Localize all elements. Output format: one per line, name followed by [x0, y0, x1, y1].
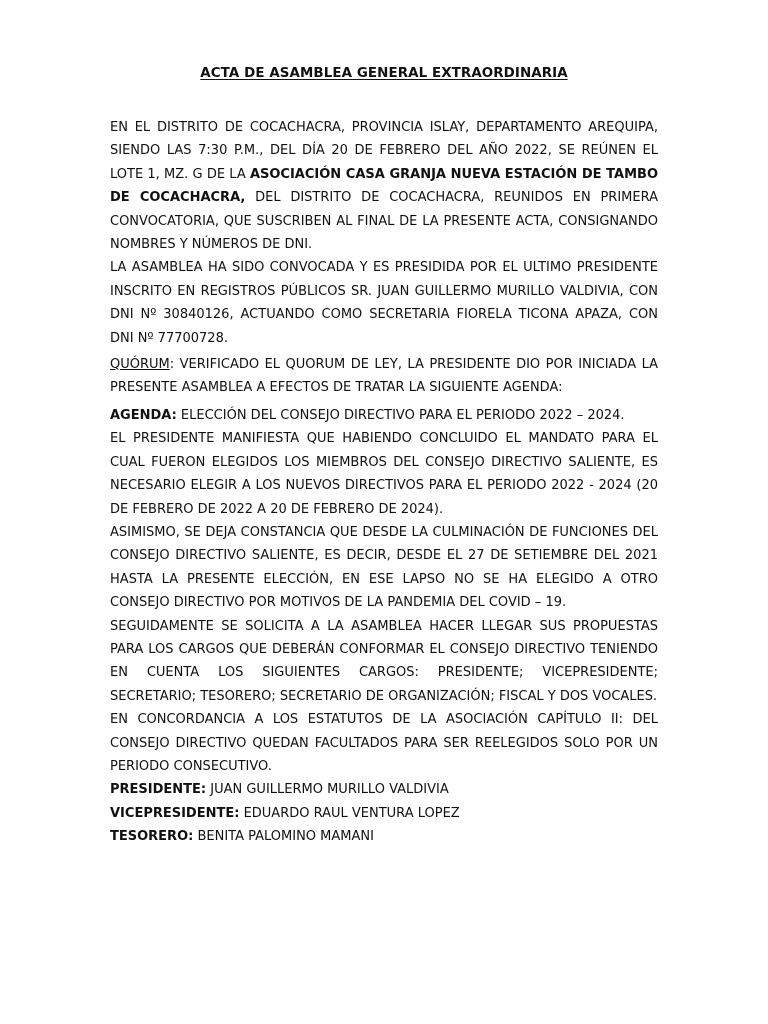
association-name: ASOCIACIÓN CASA GRANJA NUEVA ESTACIÓN DE TAMBO DE COCACHACRA, [110, 166, 658, 206]
officer-name: JUAN GUILLERMO MURILLO VALDIVIA [206, 782, 449, 798]
officer-vicepresident [110, 802, 658, 825]
paragraph-quorum [110, 353, 658, 400]
officer-role: VICEPRESIDENTE: [110, 805, 240, 821]
paragraph-statutes: EN CONCORDANCIA A LOS ESTATUTOS DE LA ASOCIACIÓN CAPÍTULO II: DEL CONSEJO DIRECTIVO QUEDAN FACULTADOS PARA SER REELEGIDOS SOLO POR UN PERIODO CONSECUTIVO. [110, 712, 658, 774]
officer-treasurer [110, 825, 658, 848]
paragraph-opening [110, 116, 658, 256]
officer-role: PRESIDENTE: [110, 782, 207, 798]
officer-role: TESORERO: [110, 829, 194, 845]
document-body [110, 116, 658, 849]
paragraph-convocation: LA ASAMBLEA HA SIDO CONVOCADA Y ES PRESIDIDA POR EL ULTIMO PRESIDENTE INSCRITO EN REGISTROS PÚBLICOS SR. JUAN GUILLERMO MURILLO VALDIVIA, CON DNI Nº 30840126, ACTUANDO COMO SECRETARIA FIORELA TICONA APAZA, CON DNI Nº 77700728. [110, 260, 658, 346]
document-title: ACTA DE ASAMBLEA GENERAL EXTRAORDINARIA [200, 66, 568, 81]
opening-text: EN EL DISTRITO DE COCACHACRA, PROVINCIA ISLAY, DEPARTAMENTO AREQUIPA, SIENDO LAS 7:30 P.M., DEL DÍA 20 DE FEBRERO DEL AÑO 2022, SE REÚNEN EL LOTE 1, MZ. G DE LA [110, 120, 658, 182]
officer-president [110, 778, 658, 801]
officer-name: EDUARDO RAUL VENTURA LOPEZ [239, 805, 460, 821]
quorum-text: : VERIFICADO EL QUORUM DE LEY, LA PRESIDENTE DIO POR INICIADA LA PRESENTE ASAMBLEA A EFECTOS DE TRATAR LA SIGUIENTE AGENDA: [110, 357, 658, 396]
paragraph-agenda [110, 404, 658, 427]
agenda-text: ELECCIÓN DEL CONSEJO DIRECTIVO PARA EL PERIODO 2022 – 2024. [176, 407, 625, 423]
opening-text-cont: DEL DISTRITO DE COCACHACRA, REUNIDOS EN PRIMERA CONVOCATORIA, QUE SUSCRIBEN AL FINAL DE LA PRESENTE ACTA, CONSIGNANDO NOMBRES Y NÚMEROS DE DNI. [110, 190, 658, 253]
officer-name: BENITA PALOMINO MAMANI [193, 829, 374, 845]
quorum-label: QUÓRUM [110, 357, 170, 373]
paragraph-mandate: EL PRESIDENTE MANIFIESTA QUE HABIENDO CONCLUIDO EL MANDATO PARA EL CUAL FUERON ELEGIDOS LOS MIEMBROS DEL CONSEJO DIRECTIVO SALIENTE, ES NECESARIO ELEGIR A LOS NUEVOS DIRECTIVOS PARA EL PERIODO 2022 - 2024 (20 DE FEBRERO DE 2022 A 20 DE FEBRERO DE 2024). [110, 431, 658, 517]
agenda-label: AGENDA: [110, 407, 177, 423]
paragraph-proposals: SEGUIDAMENTE SE SOLICITA A LA ASAMBLEA HACER LLEGAR SUS PROPUESTAS PARA LOS CARGOS QUE DEBERÁN CONFORMAR EL CONSEJO DIRECTIVO TENIENDO EN CUENTA LOS SIGUIENTES CARGOS: PRESIDENTE; VICEPRESIDENTE; SECRETARIO; TESORERO; SECRETARIO DE ORGANIZACIÓN; FISCAL Y DOS VOCALES. [110, 618, 658, 704]
paragraph-constancy: ASIMISMO, SE DEJA CONSTANCIA QUE DESDE LA CULMINACIÓN DE FUNCIONES DEL CONSEJO DIRECTIVO SALIENTE, ES DECIR, DESDE EL 27 DE SETIEMBRE DEL 2021 HASTA LA PRESENTE ELECCIÓN, EN ESE LAPSO NO SE HA ELEGIDO A OTRO CONSEJO DIRECTIVO POR MOTIVOS DE LA PANDEMIA DEL COVID – 19. [110, 524, 658, 611]
